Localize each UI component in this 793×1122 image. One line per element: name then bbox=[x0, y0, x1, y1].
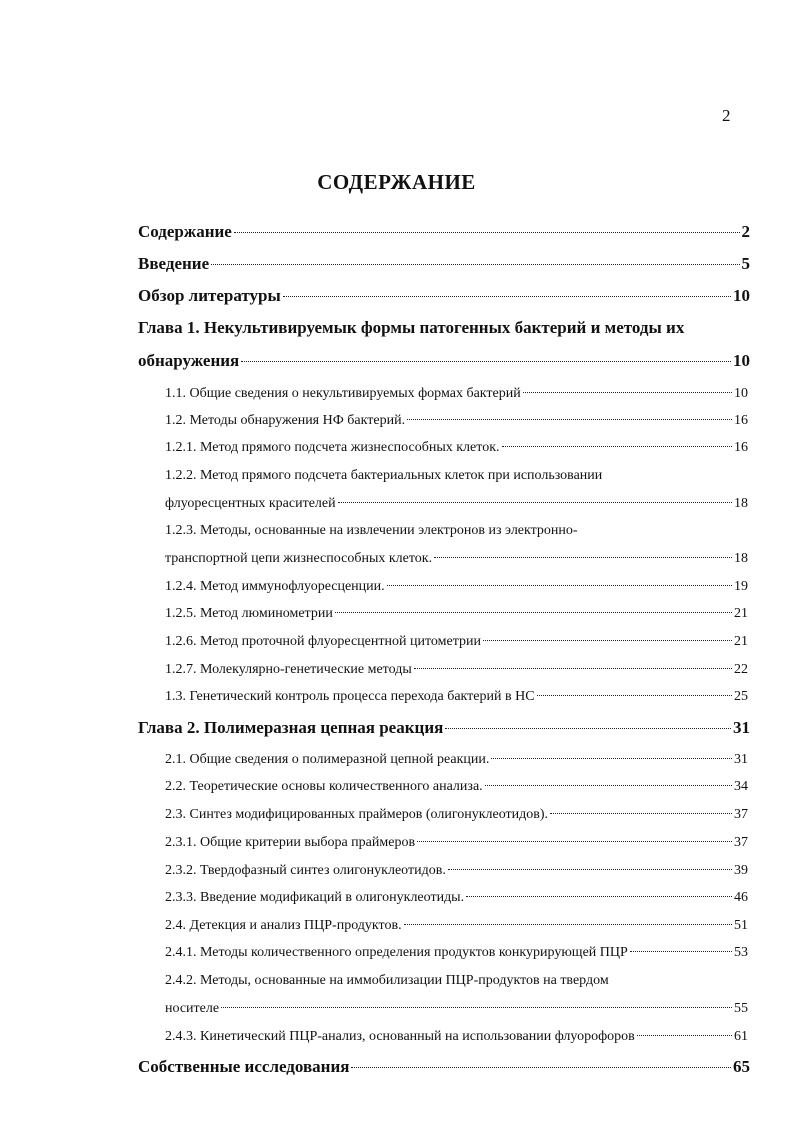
toc-entry-label: 1.2.5. Метод люминометрии bbox=[165, 606, 333, 621]
dot-leader bbox=[234, 232, 740, 233]
toc-entry-page: 31 bbox=[733, 718, 750, 737]
toc-entry-label: 2.3.3. Введение модификаций в олигонуклеотиды. bbox=[165, 890, 465, 905]
dot-leader bbox=[491, 758, 732, 759]
dot-leader bbox=[630, 951, 732, 952]
toc-entry bbox=[138, 351, 750, 371]
toc-entry bbox=[165, 1029, 748, 1045]
dot-leader bbox=[404, 924, 732, 925]
toc-entry-page: 37 bbox=[734, 807, 748, 822]
toc-entry-label: 1.2.3. Методы, основанные на извлечении электронов из электронно- bbox=[165, 523, 578, 538]
toc-entry bbox=[138, 254, 750, 274]
dot-leader bbox=[483, 640, 732, 641]
dot-leader bbox=[351, 1067, 731, 1068]
toc-entry bbox=[165, 634, 748, 650]
toc-entry bbox=[165, 551, 748, 567]
toc-entry-label: 2.3.2. Твердофазный синтез олигонуклеотидов. bbox=[165, 863, 446, 878]
toc-entry-page: 5 bbox=[741, 254, 750, 273]
toc-entry bbox=[165, 890, 748, 906]
toc-entry-page: 31 bbox=[734, 752, 748, 767]
toc-entry bbox=[165, 807, 748, 823]
toc-entry-label: 2.1. Общие сведения о полимеразной цепной реакции. bbox=[165, 752, 490, 767]
dot-leader bbox=[523, 392, 732, 393]
toc-entry-label: 2.4. Детекция и анализ ПЦР-продуктов. bbox=[165, 918, 402, 933]
dot-leader bbox=[338, 502, 732, 503]
toc-entry-label: 1.2.4. Метод иммунофлуоресценции. bbox=[165, 579, 385, 594]
toc-entry-label: 2.4.3. Кинетический ПЦР-анализ, основанный на использовании флуорофоров bbox=[165, 1029, 635, 1044]
dot-leader bbox=[211, 264, 739, 265]
toc-entry bbox=[165, 496, 748, 512]
toc-entry-page: 10 bbox=[734, 386, 748, 401]
toc-entry bbox=[165, 413, 748, 429]
dot-leader bbox=[241, 361, 731, 362]
toc-entry-label: Введение bbox=[138, 254, 210, 273]
dot-leader bbox=[485, 785, 732, 786]
toc-entry bbox=[165, 835, 748, 851]
toc-entry-label: 1.1. Общие сведения о некультивируемых формах бактерий bbox=[165, 386, 521, 401]
toc-entry-line1 bbox=[138, 318, 750, 338]
toc-entry bbox=[165, 662, 748, 678]
toc-entry-label: 2.2. Теоретические основы количественного анализа. bbox=[165, 779, 483, 794]
toc-entry-label: 1.2.7. Молекулярно-генетические методы bbox=[165, 662, 412, 677]
toc-entry-label: транспортной цепи жизнеспособных клеток. bbox=[165, 551, 433, 566]
dot-leader bbox=[335, 612, 732, 613]
toc-entry-page: 18 bbox=[734, 551, 748, 566]
toc-entry-line1 bbox=[165, 973, 748, 989]
toc-entry-page: 22 bbox=[734, 662, 748, 677]
toc-entry-page: 37 bbox=[734, 835, 748, 850]
toc-entry-page: 16 bbox=[734, 413, 748, 428]
dot-leader bbox=[414, 668, 732, 669]
dot-leader bbox=[434, 557, 732, 558]
dot-leader bbox=[283, 296, 731, 297]
toc-entry bbox=[165, 689, 748, 705]
dot-leader bbox=[448, 869, 732, 870]
dot-leader bbox=[502, 446, 733, 447]
toc-entry-label: 1.3. Генетический контроль процесса перехода бактерий в НС bbox=[165, 689, 535, 704]
toc-entry-label: 2.3. Синтез модифицированных праймеров (олигонуклеотидов). bbox=[165, 807, 549, 822]
toc-entry-page: 19 bbox=[734, 579, 748, 594]
toc-entry bbox=[165, 779, 748, 795]
toc-entry-label: флуоресцентных красителей bbox=[165, 496, 336, 511]
toc-entry bbox=[165, 606, 748, 622]
toc-entry-label: 2.4.2. Методы, основанные на иммобилизации ПЦР-продуктов на твердом bbox=[165, 973, 609, 988]
dot-leader bbox=[550, 813, 732, 814]
toc-entry-page: 21 bbox=[734, 634, 748, 649]
page-title: СОДЕРЖАНИЕ bbox=[317, 170, 476, 194]
toc-entry bbox=[165, 440, 748, 456]
dot-leader bbox=[445, 728, 731, 729]
toc-entry-page: 61 bbox=[734, 1029, 748, 1044]
toc-entry bbox=[165, 752, 748, 768]
toc-entry bbox=[165, 945, 748, 961]
toc-entry-page: 34 bbox=[734, 779, 748, 794]
dot-leader bbox=[466, 896, 732, 897]
toc-entry-label: Содержание bbox=[138, 222, 232, 241]
toc-entry bbox=[138, 1057, 750, 1077]
toc-entry-page: 53 bbox=[734, 945, 748, 960]
toc-entry-label: Собственные исследования bbox=[138, 1057, 350, 1076]
toc-entry-page: 10 bbox=[733, 286, 750, 305]
toc-entry-label: 1.2.6. Метод проточной флуоресцентной цитометрии bbox=[165, 634, 481, 649]
toc-entry-line1 bbox=[165, 468, 748, 484]
toc-entry-page: 55 bbox=[734, 1001, 748, 1016]
toc-entry bbox=[138, 286, 750, 306]
toc-entry-label: Глава 1. Некультивируемык формы патогенных бактерий и методы их bbox=[138, 318, 685, 337]
dot-leader bbox=[417, 841, 732, 842]
toc-entry-label: носителе bbox=[165, 1001, 220, 1016]
toc-entry-label: 1.2.1. Метод прямого подсчета жизнеспособных клеток. bbox=[165, 440, 500, 455]
toc-entry-page: 46 bbox=[734, 890, 748, 905]
toc-entry-label: 2.4.1. Методы количественного определения продуктов конкурирующей ПЦР bbox=[165, 945, 628, 960]
toc-entry-line1 bbox=[165, 523, 748, 539]
toc-entry-page: 39 bbox=[734, 863, 748, 878]
toc-entry bbox=[138, 718, 750, 738]
dot-leader bbox=[221, 1007, 732, 1008]
toc-entry-label: Обзор литературы bbox=[138, 286, 281, 305]
dot-leader bbox=[407, 419, 732, 420]
toc-entry-page: 21 bbox=[734, 606, 748, 621]
toc-entry-page: 65 bbox=[733, 1057, 750, 1076]
toc-entry-page: 2 bbox=[741, 222, 750, 241]
toc-entry-label: Глава 2. Полимеразная цепная реакция bbox=[138, 718, 444, 737]
toc-entry bbox=[165, 579, 748, 595]
dot-leader bbox=[637, 1035, 732, 1036]
toc-entry bbox=[138, 222, 750, 242]
toc-entry-label: обнаружения bbox=[138, 351, 240, 370]
toc-entry bbox=[165, 863, 748, 879]
page-number: 2 bbox=[722, 106, 731, 125]
toc-entry-page: 51 bbox=[734, 918, 748, 933]
toc-entry-label: 1.2. Методы обнаружения НФ бактерий. bbox=[165, 413, 406, 428]
toc-entry-label: 1.2.2. Метод прямого подсчета бактериальных клеток при использовании bbox=[165, 468, 603, 483]
toc-entry-page: 25 bbox=[734, 689, 748, 704]
toc-entry-page: 16 bbox=[734, 440, 748, 455]
toc-entry-page: 18 bbox=[734, 496, 748, 511]
toc-entry bbox=[165, 386, 748, 402]
toc-entry-label: 2.3.1. Общие критерии выбора праймеров bbox=[165, 835, 416, 850]
dot-leader bbox=[537, 695, 732, 696]
toc-entry bbox=[165, 918, 748, 934]
dot-leader bbox=[387, 585, 732, 586]
toc-entry-page: 10 bbox=[733, 351, 750, 370]
toc-entry bbox=[165, 1001, 748, 1017]
